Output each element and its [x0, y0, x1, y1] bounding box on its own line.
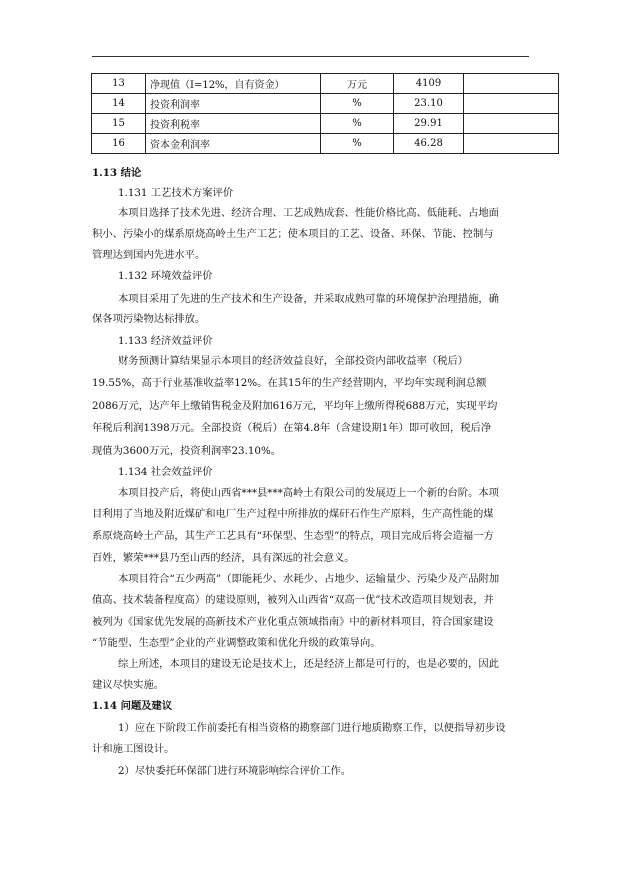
paragraph-line: 本项目采用了先进的生产技术和生产设备，并采取成熟可靠的环境保护治理措施，确 [118, 293, 499, 305]
paragraph-line: 2）尽快委托环保部门进行环境影响综合评价工作。 [118, 765, 352, 777]
row-item-cell: 资本金利润率 [146, 134, 321, 154]
row-item-cell: 净现值（I=12%，自有资金） [146, 74, 321, 94]
subsection-heading-1-134: 1.134 社会效益评价 [118, 466, 213, 478]
paragraph-line: 综上所述，本项目的建设无论是技术上，还是经济上都是可行的，也是必要的，因此 [118, 658, 499, 670]
row-note-cell [464, 114, 559, 134]
indicator-table [91, 73, 559, 154]
paragraph-line: 百姓，繁荣***县乃至山西的经济，具有深远的社会意义。 [92, 552, 355, 564]
row-number-cell: 16 [92, 134, 146, 154]
row-item-cell: 投资利税率 [146, 114, 321, 134]
paragraph-line: 年税后利润1398万元。全部投资（税后）在第4.8年（含建设期1年）即可收回，税后净 [92, 422, 492, 434]
subsection-heading-1-133: 1.133 经济效益评价 [118, 335, 213, 347]
paragraph-line: 1）应在下阶段工作前委托有相当资格的勘察部门进行地质勘察工作，以便指导初步设 [118, 722, 506, 734]
paragraph-line: 积小、污染小的煤系原烧高岭土生产工艺；使本项目的工艺、设备、环保、节能、控制与 [92, 228, 494, 240]
row-number-cell: 15 [92, 114, 146, 134]
row-unit-cell: % [321, 94, 394, 114]
row-number-cell: 13 [92, 74, 146, 94]
paragraph-line: 建议尽快实施。 [92, 679, 165, 691]
paragraph-line: 2086万元，达产年上缴销售税金及附加616万元，平均年上缴所得税688万元，实现平均 [92, 400, 498, 412]
paragraph-line: 本项目投产后，将使山西省***县***高岭土有限公司的发展迈上一个新的台阶。本项 [118, 487, 499, 499]
row-note-cell [464, 134, 559, 154]
row-value-cell: 23.10 [394, 94, 464, 114]
paragraph-line: 管理达到国内先进水平。 [92, 249, 206, 261]
row-note-cell [464, 94, 559, 114]
paragraph-line: 本项目符合“五少两高”（即能耗少、水耗少、占地少、运输量少、污染少及产品附加 [118, 573, 500, 585]
table-row [92, 94, 559, 114]
paragraph-line: 本项目选择了技术先进、经济合理、工艺成熟成套、性能价格比高、低能耗、占地面 [118, 207, 499, 219]
row-value-cell: 29.91 [394, 114, 464, 134]
paragraph-line: “节能型、生态型”企业的产业调整政策和优化升级的政策导向。 [92, 637, 381, 649]
paragraph-line: 19.55%，高于行业基准收益率12%。在其15年的生产经营期内，平均年实现利润总额 [92, 377, 487, 389]
row-number-cell: 14 [92, 94, 146, 114]
paragraph-line: 目利用了当地及附近煤矿和电厂生产过程中所排放的煤矸石作生产原料，生产高性能的煤 [92, 508, 494, 520]
subsection-heading-1-131: 1.131 工艺技术方案评价 [118, 187, 234, 199]
table-row [92, 134, 559, 154]
paragraph-line: 系原烧高岭土产品，其生产工艺具有“环保型、生态型”的特点，项目完成后将会造福一方 [92, 530, 494, 542]
row-item-cell: 投资利润率 [146, 94, 321, 114]
table-row [92, 114, 559, 134]
paragraph-line: 被列为《国家优先发展的高新技术产业化重点领域指南》中的新材料项目，符合国家建设 [92, 616, 494, 628]
row-unit-cell: % [321, 134, 394, 154]
paragraph-line: 计和施工图设计。 [92, 743, 175, 755]
subsection-heading-1-132: 1.132 环境效益评价 [118, 270, 213, 282]
row-note-cell [464, 74, 559, 94]
table-row [92, 74, 559, 94]
paragraph-line: 保各项污染物达标排放。 [92, 313, 206, 325]
row-unit-cell: % [321, 114, 394, 134]
row-value-cell: 46.28 [394, 134, 464, 154]
row-value-cell: 4109 [394, 74, 464, 94]
paragraph-line: 现值为3600万元，投资利润率23.10%。 [92, 445, 282, 457]
header-rule [92, 56, 529, 57]
paragraph-line: 值高、技术装备程度高）的建设原则，被列入山西省“双高一优”技术改造项目规划表，并 [92, 594, 494, 606]
section-heading-1-14: 1.14 问题及建议 [92, 700, 173, 712]
row-unit-cell: 万元 [321, 74, 394, 94]
section-heading-1-13: 1.13 结论 [92, 167, 142, 179]
paragraph-line: 财务预测计算结果显示本项目的经济效益良好，全部投资内部收益率（税后） [118, 355, 469, 367]
